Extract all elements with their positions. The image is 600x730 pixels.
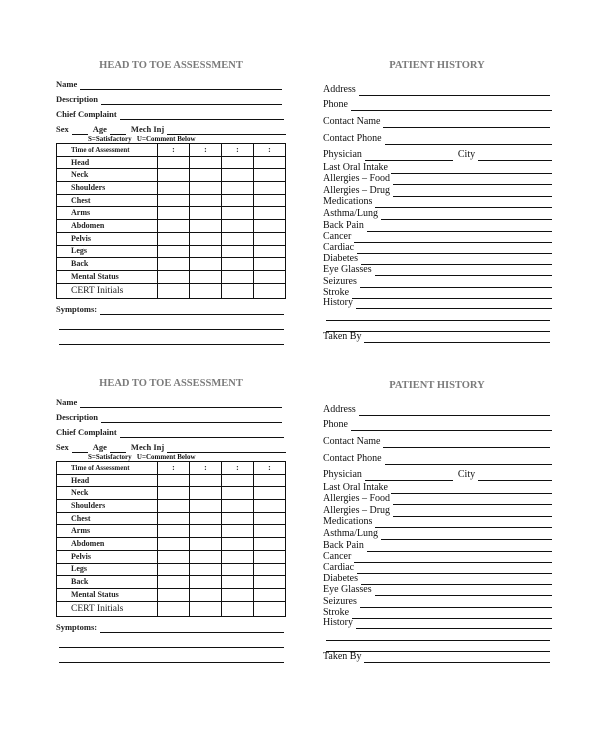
assessment-cell[interactable] — [254, 194, 286, 207]
assessment-cell[interactable] — [158, 500, 190, 513]
row-label: Legs — [57, 563, 158, 576]
sex-age-mech-label: Sex — [56, 442, 69, 452]
sex-age-mech-field[interactable] — [110, 443, 126, 453]
taken-by-field[interactable] — [364, 653, 550, 663]
history-field-field[interactable] — [381, 210, 552, 220]
description-label: Description — [56, 412, 99, 422]
assessment-cell[interactable] — [222, 500, 254, 513]
assessment-cell[interactable] — [158, 512, 190, 525]
assessment-cell[interactable] — [190, 182, 222, 195]
chief-complaint-label: Chief Complaint — [56, 427, 117, 437]
history-field-field[interactable] — [375, 266, 552, 276]
section-title: PATIENT HISTORY — [389, 60, 485, 71]
assessment-table — [56, 461, 286, 617]
address — [323, 84, 550, 96]
assessment-cell[interactable] — [222, 525, 254, 538]
physician-city-label: City — [457, 149, 476, 160]
assessment-cell[interactable] — [190, 550, 222, 563]
assessment-cell[interactable] — [190, 232, 222, 245]
history-field — [323, 493, 552, 505]
row-label: Arms — [57, 207, 158, 220]
time-column-1[interactable]: : — [158, 462, 190, 475]
assessment-cell[interactable] — [222, 576, 254, 589]
table-row — [57, 194, 286, 207]
assessment-cell[interactable] — [190, 283, 222, 298]
sex-age-mech — [56, 441, 286, 453]
phone-field[interactable] — [351, 421, 552, 431]
contact-name-label: Contact Name — [323, 116, 381, 127]
history-field — [323, 584, 552, 596]
physician-city-field[interactable] — [478, 151, 552, 161]
history-field-label: History — [323, 617, 353, 628]
contact-name — [323, 436, 550, 448]
physician-city — [323, 469, 552, 481]
history-field-field[interactable] — [375, 586, 552, 596]
assessment-cell[interactable] — [254, 207, 286, 220]
assessment-cell[interactable] — [222, 182, 254, 195]
history-field-label: Last Oral Intake — [323, 482, 388, 493]
assessment-cell[interactable] — [254, 245, 286, 258]
history-field-label: History — [323, 297, 353, 308]
time-of-assessment-header: Time of Assessment — [57, 144, 158, 157]
table-row — [57, 525, 286, 538]
sex-age-mech-label: Mech Inj — [130, 442, 165, 452]
history-field-label: Cardiac — [323, 562, 355, 573]
assessment-cell[interactable] — [158, 194, 190, 207]
taken-by-field[interactable] — [364, 333, 550, 343]
history-field-field[interactable] — [393, 495, 552, 505]
assessment-cell[interactable] — [158, 487, 190, 500]
row-label: Head — [57, 156, 158, 169]
history-field-label: Stroke — [323, 607, 350, 618]
history-field — [323, 196, 552, 208]
symptoms-line-2 — [56, 318, 284, 330]
row-label: Back — [57, 258, 158, 271]
assessment-cell[interactable] — [222, 270, 254, 283]
assessment-cell[interactable] — [158, 563, 190, 576]
assessment-cell[interactable] — [158, 258, 190, 271]
address — [323, 404, 550, 416]
time-column-3[interactable]: : — [222, 144, 254, 157]
table-row — [57, 283, 286, 298]
assessment-cell[interactable] — [190, 563, 222, 576]
time-column-4[interactable]: : — [254, 462, 286, 475]
assessment-cell[interactable] — [190, 194, 222, 207]
history-field-field[interactable] — [375, 518, 552, 528]
row-label: CERT Initials — [57, 601, 158, 616]
sex-age-mech-label: Age — [92, 442, 107, 452]
assessment-cell[interactable] — [254, 270, 286, 283]
symptoms-line-2-field[interactable] — [59, 638, 284, 648]
assessment-cell[interactable] — [254, 550, 286, 563]
assessment-cell[interactable] — [158, 232, 190, 245]
assessment-cell[interactable] — [190, 270, 222, 283]
history-field-label: Last Oral Intake — [323, 162, 388, 173]
name-field[interactable] — [80, 398, 282, 408]
contact-phone — [323, 133, 552, 145]
name — [56, 78, 282, 90]
assessment-cell[interactable] — [158, 576, 190, 589]
history-field-label: Cancer — [323, 231, 352, 242]
table-row — [57, 245, 286, 258]
assessment-cell[interactable] — [222, 220, 254, 233]
row-label: Legs — [57, 245, 158, 258]
table-row — [57, 576, 286, 589]
history-field-label: Allergies – Food — [323, 173, 391, 184]
chief-complaint-label: Chief Complaint — [56, 109, 117, 119]
assessment-cell[interactable] — [158, 220, 190, 233]
history-field-label: Medications — [323, 196, 373, 207]
history-field-label: Seizures — [323, 276, 357, 287]
symptoms-label: Symptoms: — [56, 304, 98, 314]
assessment-cell[interactable] — [222, 601, 254, 616]
history-field-field[interactable] — [356, 619, 552, 629]
taken-by-label: Taken By — [323, 331, 362, 342]
table-row — [57, 588, 286, 601]
assessment-cell[interactable] — [158, 601, 190, 616]
time-of-assessment-header: Time of Assessment — [57, 462, 158, 475]
history-field-label: Diabetes — [323, 253, 358, 264]
physician-city-field[interactable] — [365, 471, 453, 481]
symptoms — [56, 621, 284, 633]
row-label: Shoulders — [57, 182, 158, 195]
assessment-cell[interactable] — [190, 512, 222, 525]
assessment-cell[interactable] — [222, 588, 254, 601]
history-field — [323, 173, 552, 185]
table-row — [57, 270, 286, 283]
row-label: Mental Status — [57, 588, 158, 601]
assessment-cell[interactable] — [190, 169, 222, 182]
assessment-cell[interactable] — [222, 156, 254, 169]
row-label: Abdomen — [57, 220, 158, 233]
assessment-cell[interactable] — [254, 487, 286, 500]
chief-complaint — [56, 426, 284, 438]
assessment-cell[interactable] — [222, 538, 254, 551]
contact-name-label: Contact Name — [323, 436, 381, 447]
symptoms — [56, 303, 284, 315]
symptoms-line-3 — [56, 651, 284, 663]
assessment-cell[interactable] — [190, 576, 222, 589]
assessment-cell[interactable] — [222, 474, 254, 487]
assessment-cell[interactable] — [254, 563, 286, 576]
table-row — [57, 169, 286, 182]
history-field — [323, 297, 552, 309]
table-row — [57, 563, 286, 576]
history-field-field[interactable] — [356, 299, 552, 309]
assessment-cell[interactable] — [254, 576, 286, 589]
assessment-cell[interactable] — [190, 487, 222, 500]
assessment-cell[interactable] — [190, 220, 222, 233]
section-title: PATIENT HISTORY — [389, 380, 485, 391]
description-label: Description — [56, 94, 99, 104]
row-label: Neck — [57, 487, 158, 500]
symptoms-line-3 — [56, 333, 284, 345]
assessment-cell[interactable] — [158, 525, 190, 538]
chief-complaint-field[interactable] — [120, 428, 284, 438]
assessment-cell[interactable] — [254, 283, 286, 298]
table-row — [57, 156, 286, 169]
assessment-cell[interactable] — [222, 283, 254, 298]
contact-phone-field[interactable] — [385, 455, 552, 465]
contact-phone — [323, 453, 552, 465]
assessment-cell[interactable] — [222, 194, 254, 207]
history-field — [323, 528, 552, 540]
physician-city-field[interactable] — [365, 151, 453, 161]
section-title: HEAD TO TOE ASSESSMENT — [99, 60, 243, 71]
history-field-label: Allergies – Drug — [323, 505, 391, 516]
address-field[interactable] — [359, 406, 550, 416]
name-label: Name — [56, 79, 78, 89]
assessment-cell[interactable] — [222, 563, 254, 576]
table-row — [57, 182, 286, 195]
address-field[interactable] — [359, 86, 550, 96]
symptoms-line-2-field[interactable] — [59, 320, 284, 330]
assessment-cell[interactable] — [158, 550, 190, 563]
assessment-cell[interactable] — [158, 182, 190, 195]
history-field-label: Medications — [323, 516, 373, 527]
table-header-row — [57, 462, 286, 475]
row-label: Back — [57, 576, 158, 589]
table-row — [57, 500, 286, 513]
assessment-cell[interactable] — [254, 601, 286, 616]
history-field-label: Asthma/Lung — [323, 208, 378, 219]
history-field — [323, 264, 552, 276]
assessment-cell[interactable] — [254, 232, 286, 245]
symptoms-line-3-field[interactable] — [59, 653, 284, 663]
table-row — [57, 601, 286, 616]
contact-phone-label: Contact Phone — [323, 133, 382, 144]
table-row — [57, 538, 286, 551]
row-label: CERT Initials — [57, 283, 158, 298]
phone-label: Phone — [323, 99, 348, 110]
phone-field[interactable] — [351, 101, 552, 111]
address-label: Address — [323, 84, 356, 95]
assessment-cell[interactable] — [222, 258, 254, 271]
sex-age-mech — [56, 123, 286, 135]
row-label: Head — [57, 474, 158, 487]
history-field-label: Cardiac — [323, 242, 355, 253]
symptoms-field[interactable] — [100, 623, 284, 633]
symptoms-line-2 — [56, 636, 284, 648]
assessment-cell[interactable] — [190, 538, 222, 551]
assessment-cell[interactable] — [158, 538, 190, 551]
row-label: Mental Status — [57, 270, 158, 283]
assessment-cell[interactable] — [222, 169, 254, 182]
contact-name — [323, 116, 550, 128]
assessment-cell[interactable] — [190, 156, 222, 169]
assessment-cell[interactable] — [222, 512, 254, 525]
assessment-cell[interactable] — [158, 207, 190, 220]
symptoms-field[interactable] — [100, 305, 284, 315]
assessment-cell[interactable] — [254, 182, 286, 195]
legend: S=Satisfactory U=Comment Below — [88, 453, 196, 461]
name — [56, 396, 282, 408]
sex-age-mech-label: Sex — [56, 124, 69, 134]
table-row — [57, 550, 286, 563]
row-label: Neck — [57, 169, 158, 182]
sex-age-mech-field[interactable] — [72, 443, 88, 453]
physician-city-field[interactable] — [478, 471, 552, 481]
assessment-cell[interactable] — [254, 169, 286, 182]
phone — [323, 419, 552, 431]
assessment-cell[interactable] — [190, 474, 222, 487]
assessment-cell[interactable] — [254, 538, 286, 551]
history-field-label: Diabetes — [323, 573, 358, 584]
assessment-cell[interactable] — [254, 258, 286, 271]
phone-label: Phone — [323, 419, 348, 430]
table-row — [57, 220, 286, 233]
assessment-cell[interactable] — [222, 550, 254, 563]
assessment-cell[interactable] — [254, 588, 286, 601]
assessment-cell[interactable] — [222, 245, 254, 258]
time-column-4[interactable]: : — [254, 144, 286, 157]
contact-name-field[interactable] — [383, 118, 550, 128]
assessment-cell[interactable] — [158, 270, 190, 283]
table-row — [57, 232, 286, 245]
table-row — [57, 207, 286, 220]
row-label: Chest — [57, 194, 158, 207]
assessment-cell[interactable] — [158, 245, 190, 258]
assessment-cell[interactable] — [158, 283, 190, 298]
sex-age-mech-field[interactable] — [167, 443, 286, 453]
assessment-cell[interactable] — [190, 258, 222, 271]
physician-city-label: City — [457, 469, 476, 480]
history-field — [323, 516, 552, 528]
time-column-2[interactable]: : — [190, 462, 222, 475]
description-field[interactable] — [101, 95, 282, 105]
history-field-field[interactable] — [393, 175, 552, 185]
assessment-cell[interactable] — [190, 500, 222, 513]
sex-age-mech-field[interactable] — [167, 125, 286, 135]
assessment-cell[interactable] — [222, 232, 254, 245]
assessment-cell[interactable] — [190, 207, 222, 220]
name-field[interactable] — [80, 80, 282, 90]
assessment-cell[interactable] — [254, 474, 286, 487]
table-row — [57, 512, 286, 525]
description — [56, 411, 282, 423]
assessment-cell[interactable] — [254, 525, 286, 538]
description-field[interactable] — [101, 413, 282, 423]
table-row — [57, 258, 286, 271]
taken-by — [323, 651, 550, 663]
time-column-2[interactable]: : — [190, 144, 222, 157]
assessment-cell[interactable] — [222, 207, 254, 220]
taken-by — [323, 331, 550, 343]
contact-name-field[interactable] — [383, 438, 550, 448]
sex-age-mech-field[interactable] — [72, 125, 88, 135]
assessment-cell[interactable] — [254, 156, 286, 169]
assessment-cell[interactable] — [190, 601, 222, 616]
time-column-3[interactable]: : — [222, 462, 254, 475]
chief-complaint — [56, 108, 284, 120]
history-field-label: Stroke — [323, 287, 350, 298]
history-field-label: Allergies – Food — [323, 493, 391, 504]
assessment-cell[interactable] — [158, 474, 190, 487]
address-label: Address — [323, 404, 356, 415]
description — [56, 93, 282, 105]
sex-age-mech-label: Age — [92, 124, 107, 134]
history-field-label: Cancer — [323, 551, 352, 562]
history-field-field[interactable] — [375, 198, 552, 208]
row-label: Abdomen — [57, 538, 158, 551]
contact-phone-field[interactable] — [385, 135, 552, 145]
history-field-label: Back Pain — [323, 540, 364, 551]
time-column-1[interactable]: : — [158, 144, 190, 157]
history-field — [323, 208, 552, 220]
assessment-cell[interactable] — [222, 487, 254, 500]
legend: S=Satisfactory U=Comment Below — [88, 135, 196, 143]
assessment-cell[interactable] — [190, 588, 222, 601]
history-field-label: Allergies – Drug — [323, 185, 391, 196]
contact-phone-label: Contact Phone — [323, 453, 382, 464]
assessment-cell[interactable] — [158, 588, 190, 601]
table-row — [57, 474, 286, 487]
assessment-cell[interactable] — [190, 525, 222, 538]
physician-city-label: Physician — [323, 149, 362, 160]
name-label: Name — [56, 397, 78, 407]
physician-city-label: Physician — [323, 469, 362, 480]
assessment-cell[interactable] — [190, 245, 222, 258]
row-label: Pelvis — [57, 550, 158, 563]
section-title: HEAD TO TOE ASSESSMENT — [99, 378, 243, 389]
history-field-label: Seizures — [323, 596, 357, 607]
history-field-label: Eye Glasses — [323, 264, 372, 275]
assessment-table — [56, 143, 286, 299]
assessment-cell[interactable] — [158, 156, 190, 169]
chief-complaint-field[interactable] — [120, 110, 284, 120]
physician-city — [323, 149, 552, 161]
history-field-label: Back Pain — [323, 220, 364, 231]
phone — [323, 99, 552, 111]
assessment-cell[interactable] — [254, 220, 286, 233]
sex-age-mech-field[interactable] — [110, 125, 126, 135]
taken-by-label: Taken By — [323, 651, 362, 662]
row-label: Pelvis — [57, 232, 158, 245]
history-field-field[interactable] — [381, 530, 552, 540]
history-field-label: Asthma/Lung — [323, 528, 378, 539]
row-label: Chest — [57, 512, 158, 525]
assessment-cell[interactable] — [158, 169, 190, 182]
assessment-cell[interactable] — [254, 500, 286, 513]
history-field-label: Eye Glasses — [323, 584, 372, 595]
table-header-row — [57, 144, 286, 157]
symptoms-label: Symptoms: — [56, 622, 98, 632]
symptoms-line-3-field[interactable] — [59, 335, 284, 345]
row-label: Arms — [57, 525, 158, 538]
sex-age-mech-label: Mech Inj — [130, 124, 165, 134]
assessment-cell[interactable] — [254, 512, 286, 525]
table-row — [57, 487, 286, 500]
row-label: Shoulders — [57, 500, 158, 513]
history-field — [323, 617, 552, 629]
